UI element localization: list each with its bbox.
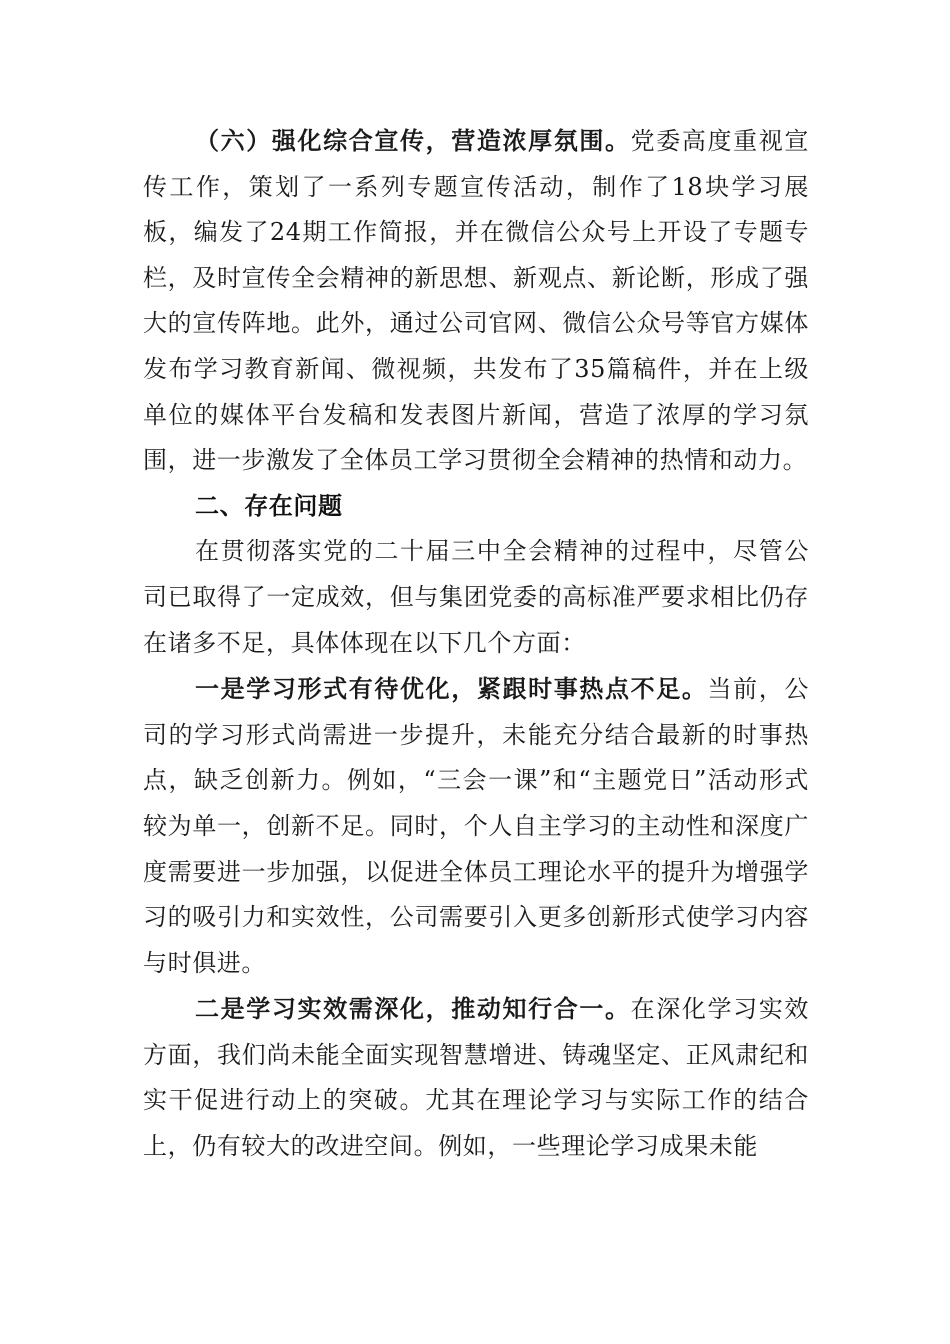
paragraph-text: 党委高度重视宣传工作，策划了一系列专题宣传活动，制作了18块学习展板，编发了24期工作简报，并在微信公众号上开设了专题专栏，及时宣传全会精神的新思想、新观点、新论断，形成了强大的宣传阵地。此外，通过公司官网、微信公众号等官方媒体发布学习教育新闻、微视频，共发布了35篇稿件，并在上级单位的媒体平台发稿和发表图片新闻，营造了浓厚的学习氛围，进一步激发了全体员工学习贯彻全会精神的热情和动力。	[143, 127, 809, 475]
paragraph-text: 在深化学习实效方面，我们尚未能全面实现智慧增进、铸魂坚定、正风肃纪和实干促进行动上的突破。尤其在理论学习与实际工作的结合上，仍有较大的改进空间。例如，一些理论学习成果未能	[143, 995, 809, 1161]
paragraph-text: 当前，公司的学习形式尚需进一步提升，未能充分结合最新的时事热点，缺乏创新力。例如，“三会一课”和“主题党日”活动形式较为单一，创新不足。同时，个人自主学习的主动性和深度广度需要进一步加强，以促进全体员工理论水平的提升为增强学习的吸引力和实效性，公司需要引入更多创新形式使学习内容与时俱进。	[143, 675, 809, 977]
paragraph-lead: 一是学习形式有待优化，紧跟时事热点不足。	[195, 674, 708, 704]
section-heading: 二、存在问题	[195, 491, 343, 520]
paragraph-problem-2	[143, 986, 809, 1169]
paragraph-section-6	[143, 118, 809, 484]
paragraph-problem-1	[143, 666, 809, 986]
paragraph-intro: 在贯彻落实党的二十届三中全会精神的过程中，尽管公司已取得了一定成效，但与集团党委的高标准严要求相比仍存在诸多不足，具体体现在以下几个方面：	[143, 537, 809, 657]
paragraph-lead: 二是学习实效需深化，推动知行合一。	[195, 994, 631, 1024]
document-body	[143, 118, 809, 1170]
paragraph-lead: （六）强化综合宣传，营造浓厚氛围。	[195, 126, 631, 155]
